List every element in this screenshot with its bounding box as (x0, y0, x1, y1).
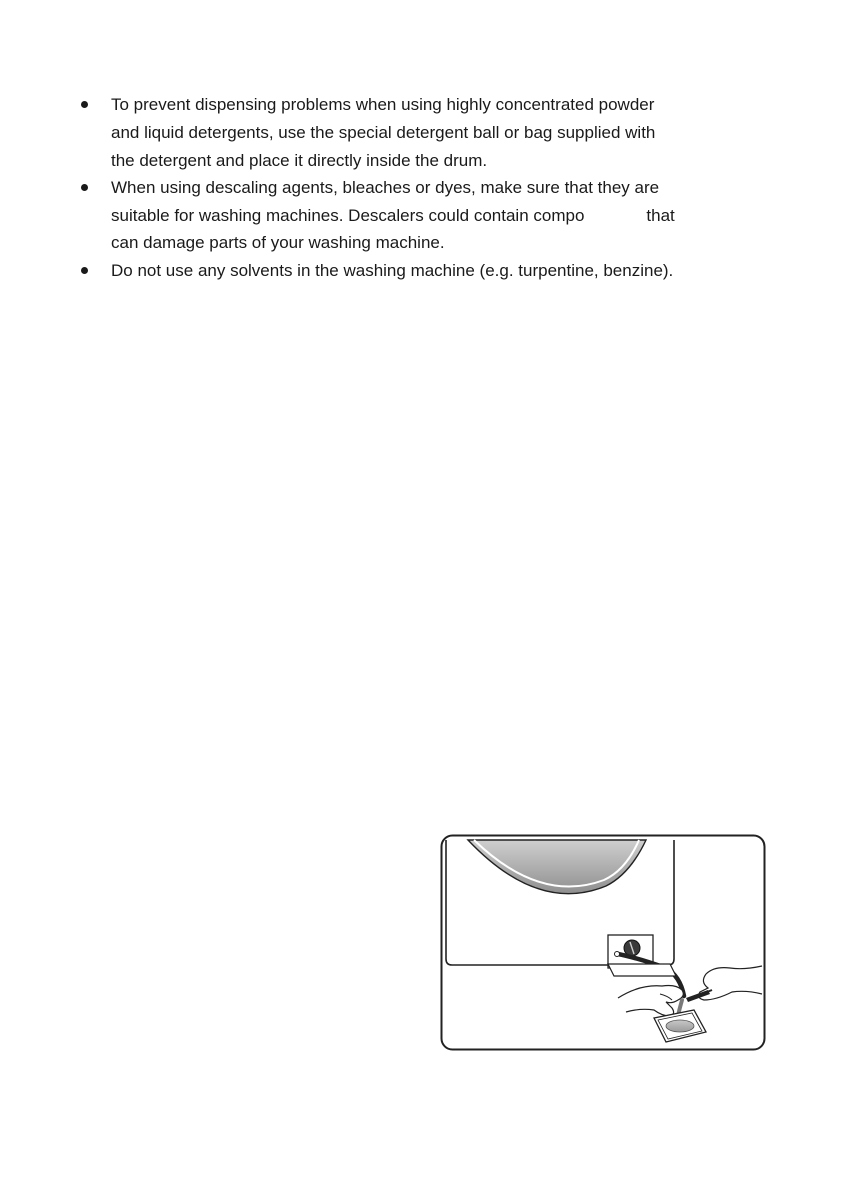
bullet-dot-icon (81, 184, 88, 191)
safety-bullet-list (0, 0, 842, 300)
bullet-text-line: To prevent dispensing problems when using highly concentrated powder (111, 95, 655, 114)
bullet-text-fragment: suitable for washing machines. Descalers could contain compo (111, 206, 585, 225)
bullet-dot-icon (81, 267, 88, 274)
bullet-text-line: and liquid detergents, use the special detergent ball or bag supplied with (111, 123, 656, 142)
bullet-text-line: can damage parts of your washing machine. (111, 233, 445, 252)
bullet-text-line: When using descaling agents, bleaches or dyes, make sure that they are (111, 178, 660, 197)
bullet-text-fragment: that (646, 206, 675, 225)
water-puddle (666, 1020, 694, 1032)
bullet-dot-icon (81, 101, 88, 108)
shallow-tray (608, 964, 676, 976)
bullet-text-line: the detergent and place it directly inside the drum. (111, 151, 488, 170)
bullet-text-line (111, 206, 675, 226)
bullet-text-line: Do not use any solvents in the washing machine (e.g. turpentine, benzine). (111, 261, 674, 280)
pump-filter-draining-illustration (440, 834, 766, 1051)
